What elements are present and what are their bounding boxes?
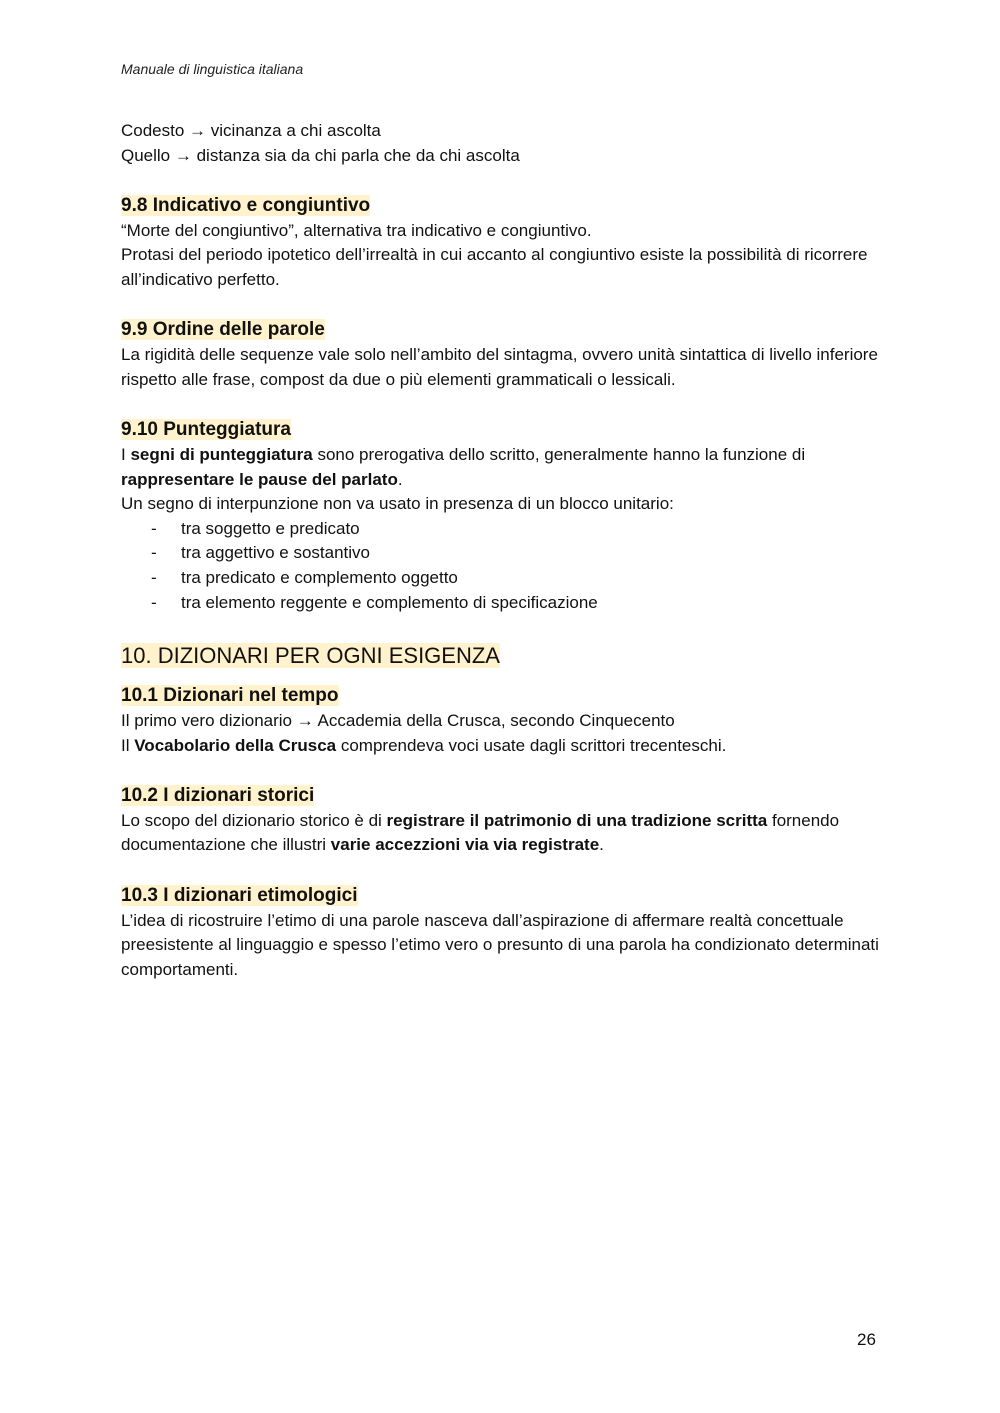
heading-10-1 — [121, 683, 881, 709]
bold-run: Vocabolario della Crusca — [134, 735, 337, 755]
text-run: fornendo documentazione che illustri — [121, 810, 840, 855]
heading-9-10-text: 9.10 Punteggiatura — [121, 418, 291, 440]
running-header: Manuale di linguistica italiana — [121, 61, 304, 77]
s101-paragraph-2 — [121, 734, 881, 759]
s98-paragraph-1: “Morte del congiuntivo”, alternativa tra indicativo e congiuntivo. — [121, 220, 592, 240]
s102-paragraph-1 — [121, 809, 881, 858]
list-item-text: tra soggetto e predicato — [181, 518, 360, 538]
heading-10 — [121, 641, 881, 671]
s910-paragraph-1 — [121, 443, 881, 492]
list-item-text: tra predicato e complemento oggetto — [181, 567, 458, 587]
list-item — [121, 566, 881, 591]
text-run: comprendeva voci usate dagli scrittori trecenteschi. — [336, 735, 727, 755]
heading-10-1-text: 10.1 Dizionari nel tempo — [121, 685, 339, 707]
text-run: sono prerogativa dello scritto, generalmente hanno la funzione di — [312, 444, 806, 464]
s910-paragraph-2: Un segno di interpunzione non va usato in presenza di un blocco unitario: — [121, 494, 674, 514]
list-item-text: tra aggettivo e sostantivo — [181, 543, 371, 563]
dash-bullet: - — [151, 543, 157, 563]
bold-run: segni di punteggiatura — [130, 444, 313, 464]
s103-paragraph-1: L’idea di ricostruire l’etimo di una parole nasceva dall’aspirazione di affermare realtà concettuale preesistente al linguaggio e spesso l’etimo vero o presunto di una parola ha condizionato determinati comportamenti. — [121, 910, 879, 979]
intro-line-quello: Quello → distanza sia da chi parla che da chi ascolta — [121, 145, 520, 165]
heading-10-2 — [121, 783, 881, 809]
heading-9-9 — [121, 317, 881, 343]
heading-9-8 — [121, 193, 881, 219]
intro-line-codesto: Codesto → vicinanza a chi ascolta — [121, 121, 381, 140]
bold-run: varie accezzioni via via registrate — [330, 835, 600, 855]
list-item — [121, 591, 881, 616]
bold-run: rappresentare le pause del parlato — [121, 469, 398, 489]
list-item — [121, 517, 881, 542]
heading-9-8-text: 9.8 Indicativo e congiuntivo — [121, 194, 371, 216]
heading-9-9-text: 9.9 Ordine delle parole — [121, 319, 325, 341]
bold-run: registrare il patrimonio di una tradizione scritta — [386, 810, 768, 830]
list-item-text: tra elemento reggente e complemento di specificazione — [181, 592, 598, 612]
dash-list — [121, 517, 881, 615]
s98-paragraph-2: Protasi del periodo ipotetico dell’irrealtà in cui accanto al congiuntivo esiste la possibilità di ricorrere all’indicativo perfetto. — [121, 245, 868, 289]
dash-bullet: - — [151, 567, 157, 587]
text-run: Il — [121, 735, 135, 755]
s99-paragraph-1: La rigidità delle sequenze vale solo nell’ambito del sintagma, ovvero unità sintattica di livello inferiore rispetto alle frase, compost da due o più elementi grammaticali o lessicali. — [121, 345, 878, 389]
text-run: I — [121, 444, 131, 464]
dash-bullet: - — [151, 518, 157, 538]
heading-10-2-text: 10.2 I dizionari storici — [121, 784, 315, 806]
list-item — [121, 541, 881, 566]
page-content — [121, 119, 881, 982]
heading-9-10 — [121, 417, 881, 443]
heading-10-3 — [121, 883, 881, 909]
heading-10-3-text: 10.3 I dizionari etimologici — [121, 884, 358, 906]
text-run: Lo scopo del dizionario storico è di — [121, 810, 387, 830]
text-run: . — [397, 469, 403, 489]
s101-paragraph-1: Il primo vero dizionario → Accademia della Crusca, secondo Cinquecento — [121, 711, 675, 731]
heading-10-text: 10. DIZIONARI PER OGNI ESIGENZA — [121, 643, 500, 669]
page-number: 26 — [857, 1330, 876, 1349]
text-run: . — [599, 835, 604, 855]
dash-bullet: - — [151, 592, 157, 612]
